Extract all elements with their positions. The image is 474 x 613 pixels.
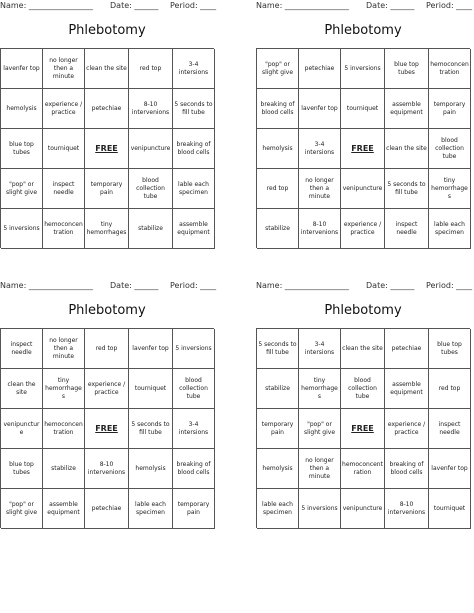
bingo-cell[interactable]: venipuncture [341, 169, 385, 209]
bingo-cell[interactable]: clean the site [385, 129, 429, 169]
bingo-cell[interactable]: blood collection tube [173, 369, 215, 409]
bingo-grid [0, 48, 214, 248]
bingo-cell[interactable]: venipuncture [1, 409, 43, 449]
bingo-cell[interactable]: assemble equipment [43, 489, 85, 529]
bingo-cell[interactable]: breaking of blood cells [257, 89, 299, 129]
bingo-cell[interactable]: "pop" or slight give [257, 49, 299, 89]
bingo-cell[interactable]: petechiae [385, 329, 429, 369]
bingo-cell[interactable]: lavenfer top [299, 89, 341, 129]
bingo-cell[interactable]: 5 inversions [1, 209, 43, 249]
bingo-cell[interactable]: "pop" or slight give [1, 489, 43, 529]
bingo-cell[interactable]: blood collection tube [429, 129, 471, 169]
period-field[interactable]: Period: ____ [170, 281, 217, 290]
period-field[interactable]: Period: ____ [170, 1, 217, 10]
free-space[interactable]: FREE [85, 129, 129, 169]
bingo-cell[interactable]: tiny hemorrhages [43, 369, 85, 409]
bingo-cell[interactable]: tourniquet [43, 129, 85, 169]
bingo-cell[interactable]: lavenfer top [129, 329, 173, 369]
bingo-cell[interactable]: breaking of blood cells [385, 449, 429, 489]
bingo-cell[interactable]: hemolysis [129, 449, 173, 489]
bingo-cell[interactable]: blood collection tube [341, 369, 385, 409]
card-title: Phlebotomy [324, 303, 402, 318]
card-header [256, 0, 473, 12]
bingo-cell[interactable]: breaking of blood cells [173, 449, 215, 489]
bingo-cell[interactable]: red top [429, 369, 471, 409]
name-field[interactable]: Name: ________________ [0, 1, 93, 10]
period-field[interactable]: Period: ____ [426, 281, 473, 290]
bingo-cell[interactable]: no longer then a minute [43, 329, 85, 369]
name-field[interactable]: Name: ________________ [256, 281, 349, 290]
bingo-cell[interactable]: assemble equipment [173, 209, 215, 249]
bingo-cell[interactable]: lable each specimen [129, 489, 173, 529]
bingo-cell[interactable]: inspect needle [43, 169, 85, 209]
card-title: Phlebotomy [324, 23, 402, 38]
bingo-cell[interactable]: temporary pain [429, 89, 471, 129]
bingo-cell[interactable]: 8-10 intervenions [85, 449, 129, 489]
free-space[interactable]: FREE [341, 129, 385, 169]
bingo-cell[interactable]: petechiae [299, 49, 341, 89]
bingo-cell[interactable]: 3-4 intersions [299, 329, 341, 369]
bingo-cell[interactable]: venipuncture [341, 489, 385, 529]
bingo-cell[interactable]: venipuncture [129, 129, 173, 169]
bingo-cell[interactable]: 3-4 intersions [173, 49, 215, 89]
period-field[interactable]: Period: ____ [426, 1, 473, 10]
bingo-cell[interactable]: blood collection tube [129, 169, 173, 209]
bingo-cell[interactable]: inspect needle [429, 409, 471, 449]
bingo-cell[interactable]: hemoconcentration [43, 209, 85, 249]
bingo-cell[interactable]: 5 seconds to fill tube [257, 329, 299, 369]
bingo-cell[interactable]: tiny hemorrhages [299, 369, 341, 409]
bingo-cell[interactable]: tourniquet [129, 369, 173, 409]
bingo-cell[interactable]: 8-10 intervenions [129, 89, 173, 129]
bingo-cell[interactable]: blue top tubes [429, 329, 471, 369]
bingo-cell[interactable]: temporary pain [85, 169, 129, 209]
card-header [256, 280, 473, 292]
bingo-cell[interactable]: clean the site [1, 369, 43, 409]
bingo-cell[interactable]: 3-4 intersions [299, 129, 341, 169]
bingo-cell[interactable]: stabilize [129, 209, 173, 249]
bingo-cell[interactable]: temporary pain [173, 489, 215, 529]
bingo-cell[interactable]: petechiae [85, 489, 129, 529]
bingo-cell[interactable]: 3-4 intersions [173, 409, 215, 449]
bingo-cell[interactable]: 5 inversions [299, 489, 341, 529]
bingo-cell[interactable]: blue top tubes [385, 49, 429, 89]
date-field[interactable]: Date: ______ [110, 1, 159, 10]
bingo-cell[interactable]: stabilize [257, 369, 299, 409]
bingo-cell[interactable]: no longer then a minute [299, 169, 341, 209]
bingo-cell[interactable]: hemolysis [1, 89, 43, 129]
bingo-grid [256, 48, 470, 248]
bingo-cell[interactable]: temporary pain [257, 409, 299, 449]
bingo-cell[interactable]: 5 seconds to fill tube [173, 89, 215, 129]
bingo-cell[interactable]: inspect needle [1, 329, 43, 369]
bingo-cell[interactable]: experience / practice [85, 369, 129, 409]
name-field[interactable]: Name: ________________ [256, 1, 349, 10]
bingo-cell[interactable]: red top [257, 169, 299, 209]
date-field[interactable]: Date: ______ [110, 281, 159, 290]
bingo-cell[interactable]: inspect needle [385, 209, 429, 249]
bingo-cell[interactable]: 5 inversions [341, 49, 385, 89]
bingo-cell[interactable]: 5 seconds to fill tube [129, 409, 173, 449]
bingo-cell[interactable]: lable each specimen [429, 209, 471, 249]
bingo-cell[interactable]: tiny hemorrhages [429, 169, 471, 209]
bingo-cell[interactable]: blue top tubes [1, 449, 43, 489]
bingo-grid [256, 328, 470, 528]
bingo-cell[interactable]: hemoconcentration [43, 409, 85, 449]
date-field[interactable]: Date: ______ [366, 281, 415, 290]
bingo-cell[interactable]: stabilize [43, 449, 85, 489]
bingo-cell[interactable]: experience / practice [341, 209, 385, 249]
card-title: Phlebotomy [68, 303, 146, 318]
free-space[interactable]: FREE [85, 409, 129, 449]
bingo-cell[interactable]: red top [129, 49, 173, 89]
bingo-cell[interactable]: tourniquet [341, 89, 385, 129]
bingo-cell[interactable]: assemble equipment [385, 369, 429, 409]
bingo-cell[interactable]: 5 seconds to fill tube [385, 169, 429, 209]
name-field[interactable]: Name: ________________ [0, 281, 93, 290]
card-header [0, 0, 217, 12]
bingo-cell[interactable]: blue top tubes [1, 129, 43, 169]
bingo-cell[interactable]: petechiae [85, 89, 129, 129]
card-title: Phlebotomy [68, 23, 146, 38]
bingo-cell[interactable]: hemoconcentration [341, 449, 385, 489]
bingo-cell[interactable]: "pop" or slight give [299, 409, 341, 449]
free-space[interactable]: FREE [341, 409, 385, 449]
bingo-cell[interactable]: hemolysis [257, 449, 299, 489]
bingo-cell[interactable]: lavenfer top [429, 449, 471, 489]
bingo-cell[interactable]: hemoconcentration [429, 49, 471, 89]
bingo-cell[interactable]: assemble equipment [385, 89, 429, 129]
date-field[interactable]: Date: ______ [366, 1, 415, 10]
bingo-cell[interactable]: hemolysis [257, 129, 299, 169]
bingo-cell[interactable]: 8-10 intervenions [385, 489, 429, 529]
bingo-cell[interactable]: no longer then a minute [299, 449, 341, 489]
bingo-cell[interactable]: experience / practice [385, 409, 429, 449]
bingo-cell[interactable]: clean the site [341, 329, 385, 369]
bingo-cell[interactable]: no longer then a minute [43, 49, 85, 89]
bingo-cell[interactable]: "pop" or slight give [1, 169, 43, 209]
bingo-cell[interactable]: tiny hemorrhages [85, 209, 129, 249]
bingo-cell[interactable]: clean the site [85, 49, 129, 89]
bingo-cell[interactable]: 8-10 intervenions [299, 209, 341, 249]
bingo-cell[interactable]: 5 inversions [173, 329, 215, 369]
bingo-cell[interactable]: experience / practice [43, 89, 85, 129]
bingo-cell[interactable]: lable each specimen [257, 489, 299, 529]
bingo-cell[interactable]: breaking of blood cells [173, 129, 215, 169]
bingo-grid [0, 328, 214, 528]
bingo-cell[interactable]: lavenfer top [1, 49, 43, 89]
card-header [0, 280, 217, 292]
bingo-cell[interactable]: stabilize [257, 209, 299, 249]
bingo-cell[interactable]: lable each specimen [173, 169, 215, 209]
bingo-cell[interactable]: red top [85, 329, 129, 369]
bingo-cell[interactable]: tourniquet [429, 489, 471, 529]
